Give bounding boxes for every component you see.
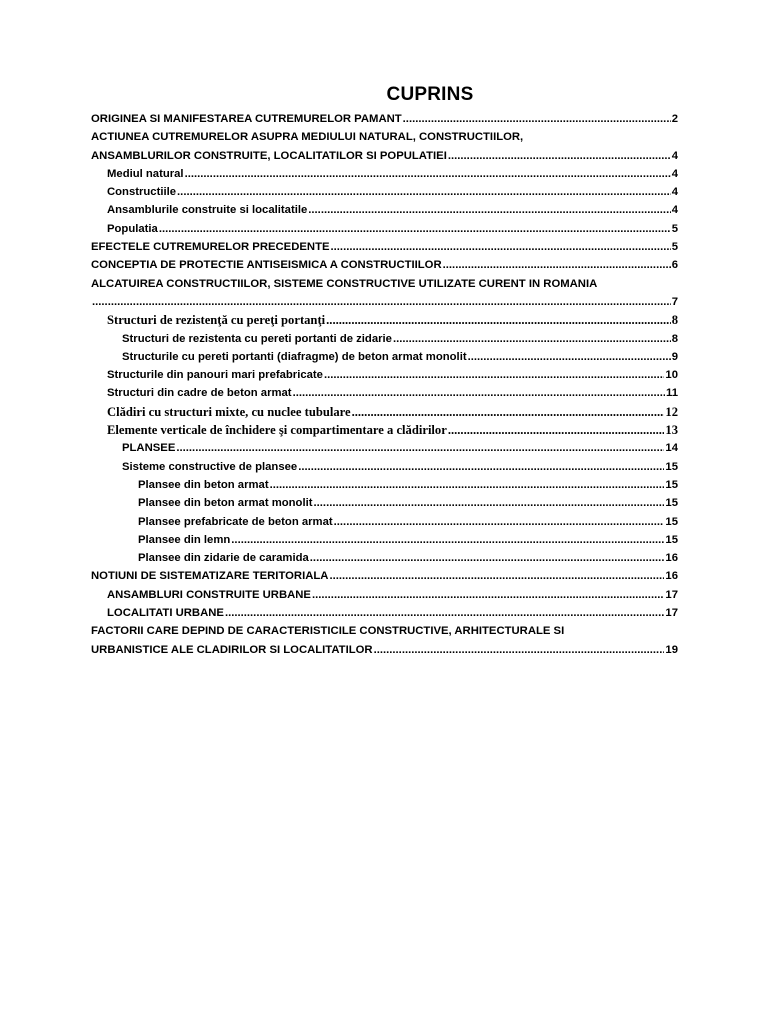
toc-entry-sisteme-plansee[interactable] <box>91 458 678 476</box>
toc-entry-label: Structuri de rezistenţă cu pereţi portanţi <box>107 313 326 328</box>
toc-entry-label: EFECTELE CUTREMURELOR PRECEDENTE <box>91 241 330 254</box>
toc-leader-dots <box>468 348 671 366</box>
toc-leader-dots <box>231 531 664 549</box>
toc-entry-label: Plansee din beton armat <box>138 478 269 491</box>
toc-page-number: 15 <box>665 478 678 491</box>
toc-entry-label: Structuri de rezistenta cu pereti portanti de zidarie <box>122 332 392 345</box>
toc-page-number: 16 <box>665 552 678 565</box>
toc-entry-label: ANSAMBLURILOR CONSTRUITE, LOCALITATILOR SI POPULATIEI <box>91 149 447 162</box>
toc-page-number: 4 <box>671 186 678 199</box>
toc-entry-label: ORIGINEA SI MANIFESTAREA CUTREMURELOR PAMANT <box>91 113 402 125</box>
toc-leader-dots <box>159 220 671 238</box>
toc-entry-label: Structuri din cadre de beton armat <box>107 387 292 400</box>
toc-entry-structuri-mixte[interactable] <box>91 403 678 421</box>
toc-entry-label-line1: ALCATUIREA CONSTRUCTIILOR, SISTEME CONSTRUCTIVE UTILIZATE CURENT IN ROMANIA <box>91 277 598 290</box>
toc-entry-label: Elemente verticale de închidere şi compartimentare a clădirilor <box>107 423 447 438</box>
toc-leader-dots <box>331 238 671 256</box>
toc-entry-plansee-caramida[interactable] <box>91 549 678 567</box>
toc-entry-constructiile[interactable] <box>91 183 678 201</box>
toc-entry-factorii[interactable] <box>91 622 678 659</box>
toc-leader-dots <box>314 494 665 512</box>
toc-leader-dots <box>293 384 665 402</box>
toc-leader-dots <box>225 604 664 622</box>
toc-leader-dots <box>329 567 664 585</box>
toc-entry-diafragme-beton[interactable] <box>91 348 678 366</box>
toc-page-number: 5 <box>671 222 678 235</box>
toc-entry-label: PLANSEE <box>122 442 176 455</box>
toc-leader-dots <box>334 513 665 531</box>
toc-entry-label: Ansamblurile construite si localitatile <box>107 204 308 217</box>
toc-leader-dots <box>393 330 671 348</box>
toc-page-number: 15 <box>665 460 678 473</box>
toc-entry-label: Structurile din panouri mari prefabricate <box>107 369 323 382</box>
toc-entry-label-line1: FACTORII CARE DEPIND DE CARACTERISTICILE CONSTRUCTIVE, ARHITECTURALE SI <box>91 625 565 638</box>
toc-page-number: 10 <box>665 369 678 382</box>
toc-page-number: 11 <box>666 387 678 400</box>
toc-entry-conceptia[interactable] <box>91 256 678 274</box>
toc-page-number: 2 <box>671 113 678 125</box>
toc-entry-label: Plansee din lemn <box>138 533 231 546</box>
toc-page-number: 13 <box>665 423 678 438</box>
toc-entry-actiunea[interactable] <box>91 128 678 165</box>
toc-entry-ansambluri-urbane[interactable] <box>91 586 678 604</box>
toc-entry-pereti-zidarie[interactable] <box>91 330 678 348</box>
toc-entry-panouri-mari[interactable] <box>91 366 678 384</box>
toc-leader-dots <box>270 476 665 494</box>
toc-leader-dots <box>443 256 671 274</box>
toc-leader-dots <box>92 293 671 311</box>
toc-page-number: 14 <box>665 442 678 455</box>
toc-leader-dots <box>326 311 671 329</box>
toc-page-number: 15 <box>665 533 678 546</box>
toc-entry-elemente-verticale[interactable] <box>91 421 678 439</box>
toc-leader-dots <box>308 201 670 219</box>
toc-entry-label-line1: ACTIUNEA CUTREMURELOR ASUPRA MEDIULUI NATURAL, CONSTRUCTIILOR, <box>91 131 524 144</box>
toc-page-number: 19 <box>665 643 678 656</box>
table-of-contents <box>91 110 678 659</box>
toc-leader-dots <box>374 641 665 659</box>
toc-leader-dots <box>298 458 664 476</box>
toc-page-number: 6 <box>671 259 678 272</box>
toc-entry-populatia[interactable] <box>91 220 678 238</box>
toc-leader-dots <box>324 366 664 384</box>
toc-page-number: 16 <box>665 570 678 583</box>
toc-entry-label: Constructiile <box>107 186 177 199</box>
toc-entry-label: Clădiri cu structuri mixte, cu nuclee tubulare <box>107 404 351 419</box>
toc-page-number: 17 <box>665 607 678 620</box>
toc-entry-plansee-prefabricate[interactable] <box>91 513 678 531</box>
toc-leader-dots <box>448 421 665 439</box>
toc-entry-label: Plansee din beton armat monolit <box>138 497 313 510</box>
toc-page-number: 15 <box>665 515 678 528</box>
toc-leader-dots <box>310 549 665 567</box>
toc-entry-plansee-monolit[interactable] <box>91 494 678 512</box>
toc-entry-plansee-lemn[interactable] <box>91 531 678 549</box>
toc-entry-originea[interactable] <box>91 110 678 128</box>
toc-page-number: 8 <box>671 332 678 345</box>
toc-leader-dots <box>177 183 671 201</box>
toc-leader-dots <box>312 586 664 604</box>
toc-entry-structuri-pereti-portanti[interactable] <box>91 311 678 329</box>
toc-entry-alcatuirea[interactable] <box>91 275 678 312</box>
toc-entry-label: NOTIUNI DE SISTEMATIZARE TERITORIALA <box>91 570 329 583</box>
toc-leader-dots <box>185 165 671 183</box>
toc-entry-efectele[interactable] <box>91 238 678 256</box>
toc-entry-localitati-urbane[interactable] <box>91 604 678 622</box>
toc-page-number: 4 <box>671 167 678 180</box>
toc-page-number: 4 <box>671 204 678 217</box>
toc-title: CUPRINS <box>386 84 474 105</box>
toc-entry-label: Populatia <box>107 222 158 235</box>
toc-entry-mediul-natural[interactable] <box>91 165 678 183</box>
toc-page-number: 17 <box>665 588 678 601</box>
toc-entry-label: Plansee prefabricate de beton armat <box>138 515 333 528</box>
toc-entry-plansee[interactable] <box>91 439 678 457</box>
toc-page-number: 9 <box>671 350 678 363</box>
toc-page-number: 12 <box>665 404 678 419</box>
toc-entry-label: ANSAMBLURI CONSTRUITE URBANE <box>107 588 311 601</box>
toc-entry-label: URBANISTICE ALE CLADIRILOR SI LOCALITATILOR <box>91 643 373 656</box>
toc-entry-label: Structurile cu pereti portanti (diafragme) de beton armat monolit <box>122 350 467 363</box>
toc-leader-dots <box>403 110 671 128</box>
toc-page-number: 15 <box>665 497 678 510</box>
toc-entry-cadre-beton[interactable] <box>91 384 678 402</box>
toc-page-number: 4 <box>671 149 678 162</box>
toc-entry-label: Mediul natural <box>107 167 184 180</box>
toc-leader-dots <box>448 147 671 165</box>
toc-page-number: 8 <box>671 313 678 328</box>
toc-leader-dots <box>352 403 665 421</box>
toc-page-number: 7 <box>671 295 678 308</box>
toc-page-number: 5 <box>671 241 678 254</box>
toc-entry-plansee-beton-armat[interactable] <box>91 476 678 494</box>
toc-entry-label: Sisteme constructive de plansee <box>122 460 298 473</box>
toc-leader-dots <box>176 439 664 457</box>
toc-entry-label: LOCALITATI URBANE <box>107 607 224 620</box>
toc-entry-label: CONCEPTIA DE PROTECTIE ANTISEISMICA A CONSTRUCTIILOR <box>91 259 442 272</box>
toc-entry-ansamblurile[interactable] <box>91 201 678 219</box>
toc-entry-sistematizare[interactable] <box>91 567 678 585</box>
toc-entry-label: Plansee din zidarie de caramida <box>138 552 309 565</box>
